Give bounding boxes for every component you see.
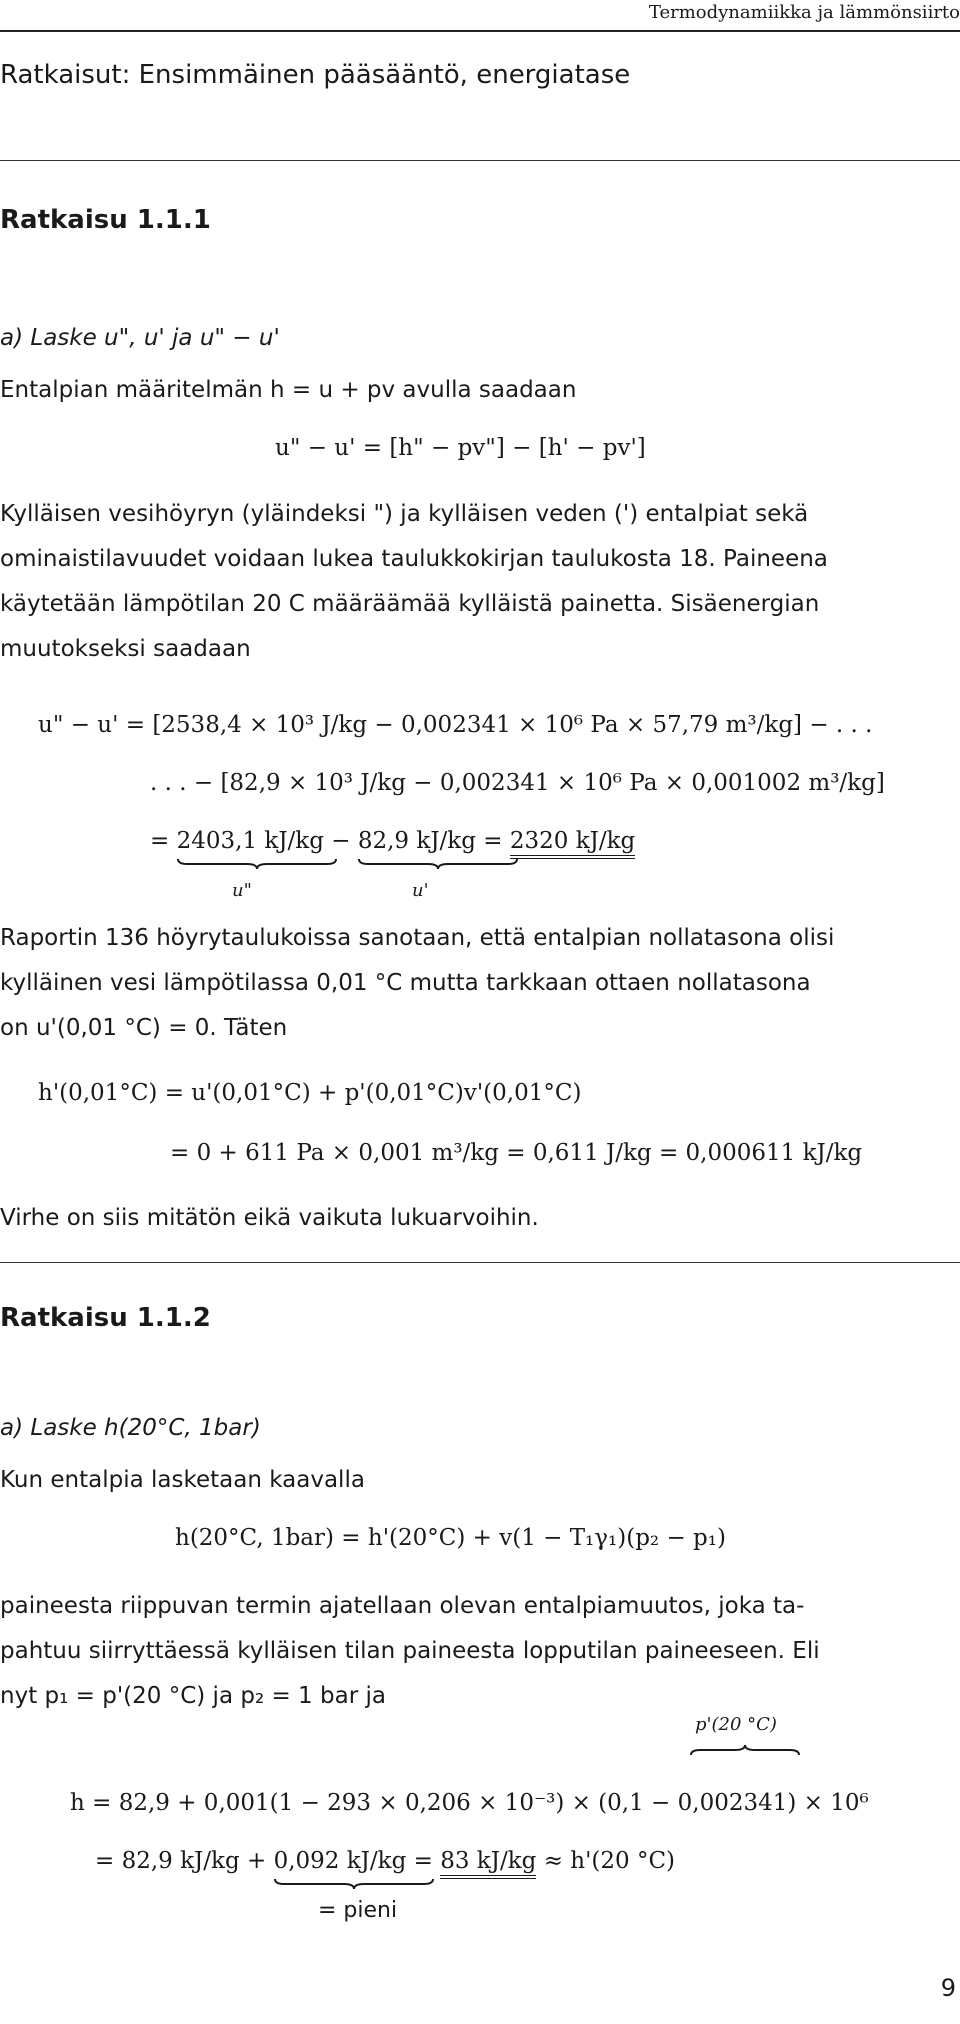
- underbrace-icon: [177, 858, 337, 870]
- header-rule: [0, 30, 960, 32]
- overbrace-label: p'(20 °C): [695, 1714, 777, 1735]
- paragraph-1-line-1: Kylläisen vesihöyryn (yläindeksi ") ja kylläisen veden (') entalpiat sekä: [0, 501, 809, 527]
- paragraph-2-line-2: kylläinen vesi lämpötilassa 0,01 °C mutta tarkkaan ottaen nollatasona: [0, 970, 811, 996]
- page-number: 9: [940, 1974, 956, 2002]
- paragraph-1-line-4: muutokseksi saadaan: [0, 636, 251, 662]
- equation-line-1: u" − u' = [2538,4 × 10³ J/kg − 0,002341 × 10⁶ Pa × 57,79 m³/kg] − . . .: [38, 712, 873, 738]
- overbrace-icon: [690, 1744, 800, 1756]
- minus-sign: −: [331, 828, 358, 854]
- equals-sign-2: =: [483, 828, 510, 854]
- underbrace-label-pieni: = pieni: [318, 1898, 398, 1923]
- intro-text-2: Kun entalpia lasketaan kaavalla: [0, 1467, 365, 1493]
- section-rule-2: [0, 1262, 960, 1263]
- value-u2: 2403,1 kJ/kg: [176, 828, 324, 854]
- equation-h-zero: h'(0,01°C) = u'(0,01°C) + p'(0,01°C)v'(0,01°C): [38, 1080, 582, 1106]
- paragraph-1-line-2: ominaistilavuudet voidaan lukea taulukkokirjan taulukosta 18. Paineena: [0, 546, 828, 572]
- value-u1: 82,9 kJ/kg: [357, 828, 476, 854]
- section-heading-1: Ratkaisu 1.1.1: [0, 205, 211, 235]
- brace-label-u2: u": [232, 880, 252, 901]
- section-rule-1: [0, 160, 960, 161]
- paragraph-1: [0, 492, 955, 672]
- paragraph-3-line-2: pahtuu siirryttäessä kylläisen tilan paineesta lopputilan paineeseen. Eli: [0, 1638, 820, 1664]
- equation-u-diff: u" − u' = [h" − pv"] − [h' − pv']: [275, 435, 646, 461]
- equation-h-value: h = 82,9 + 0,001(1 − 293 × 0,206 × 10⁻³) × (0,1 − 0,002341) × 10⁶: [70, 1790, 869, 1816]
- running-header: Termodynamiikka ja lämmönsiirto: [648, 2, 960, 23]
- result-value-1: 2320 kJ/kg: [510, 828, 635, 859]
- equation-h-zero-value: = 0 + 611 Pa × 0,001 m³/kg = 0,611 J/kg = 0,000611 kJ/kg: [170, 1140, 863, 1166]
- underbrace-u2: [177, 828, 324, 854]
- underbrace-u1: [358, 828, 476, 854]
- paragraph-2-line-3: on u'(0,01 °C) = 0. Täten: [0, 1015, 288, 1041]
- result-value-2: 83 kJ/kg: [440, 1848, 536, 1879]
- paragraph-1-line-3: käytetään lämpötilan 20 C määräämää kylläistä painetta. Sisäenergian: [0, 591, 820, 617]
- underbrace-icon: [274, 1878, 434, 1890]
- equals-sign: =: [150, 828, 177, 854]
- part-a-label-2: [0, 1415, 261, 1441]
- equals-sign-3: =: [413, 1848, 441, 1874]
- paragraph-3-line-3: nyt p₁ = p'(20 °C) ja p₂ = 1 bar ja: [0, 1683, 386, 1709]
- part-a-label-1: [0, 325, 280, 351]
- h-result-prefix: = 82,9 kJ/kg +: [95, 1848, 274, 1874]
- conclusion-text: Virhe on siis mitätön eikä vaikuta lukuarvoihin.: [0, 1205, 539, 1231]
- part-a-text-2: a) Laske h(20°C, 1bar): [0, 1415, 261, 1441]
- paragraph-3: [0, 1584, 955, 1719]
- underbrace-pieni: [274, 1848, 407, 1874]
- equation-h-result: [95, 1848, 675, 1874]
- part-a-text: a) Laske u", u' ja u" − u': [0, 325, 280, 351]
- paragraph-2-line-1: Raportin 136 höyrytaulukoissa sanotaan, että entalpian nollatasona olisi: [0, 925, 835, 951]
- section-heading-2: Ratkaisu 1.1.2: [0, 1303, 211, 1333]
- intro-text-1: Entalpian määritelmän h = u + pv avulla saadaan: [0, 377, 577, 403]
- paragraph-2: [0, 916, 955, 1051]
- underbrace-icon: [358, 858, 518, 870]
- value-small-term: 0,092 kJ/kg: [273, 1848, 407, 1874]
- page-title: Ratkaisut: Ensimmäinen pääsääntö, energiatase: [0, 60, 631, 90]
- brace-label-u1: u': [412, 880, 429, 901]
- equation-line-3: [150, 828, 635, 854]
- approx-h: ≈ h'(20 °C): [543, 1848, 676, 1874]
- equation-line-2: . . . − [82,9 × 10³ J/kg − 0,002341 × 10⁶ Pa × 0,001002 m³/kg]: [150, 770, 885, 796]
- paragraph-3-line-1: paineesta riippuvan termin ajatellaan olevan entalpiamuutos, joka ta-: [0, 1593, 805, 1619]
- equation-enthalpy-formula: h(20°C, 1bar) = h'(20°C) + v(1 − T₁γ₁)(p₂ − p₁): [175, 1525, 726, 1551]
